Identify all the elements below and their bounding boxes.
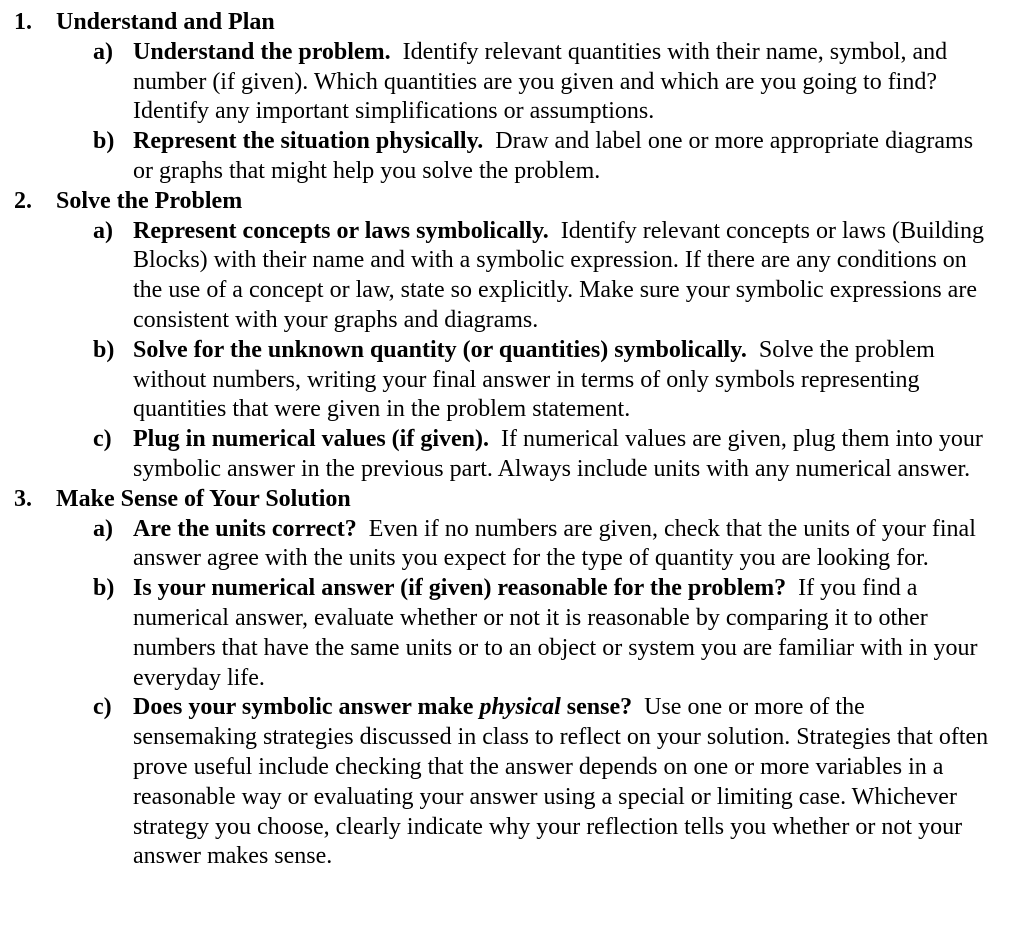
step-letter: b)	[93, 336, 115, 363]
section-number: 3.	[14, 485, 32, 512]
step-heading: Are the units correct?	[133, 515, 357, 542]
section-title: Solve the Problem	[56, 187, 243, 214]
step-check-reasonable	[0, 574, 1024, 693]
step-letter: a)	[93, 515, 113, 542]
step-heading-emphasis: physical	[479, 694, 561, 721]
step-body: If numerical values are given, plug them into your symbolic answer in the previous part. Always include units with any numerical answer.	[133, 426, 983, 482]
step-solve-symbolically	[0, 336, 1024, 425]
step-heading: Is your numerical answer (if given) reasonable for the problem?	[133, 575, 787, 602]
step-understand-problem	[0, 38, 1024, 127]
step-body: If you find a numerical answer, evaluate whether or not it is reasonable by comparing it to other numbers that have the same units or to an object or system you are familiar with in your everyday life.	[133, 575, 978, 691]
step-letter: b)	[93, 128, 115, 155]
step-represent-physically	[0, 127, 1024, 187]
step-heading-pre: Does your symbolic answer make	[133, 694, 474, 721]
section-number: 2.	[14, 187, 32, 214]
section-title: Make Sense of Your Solution	[56, 485, 351, 512]
step-heading: Understand the problem.	[133, 38, 391, 65]
step-heading: Plug in numerical values (if given).	[133, 426, 489, 453]
section-understand-and-plan	[0, 8, 1024, 187]
section-heading	[0, 187, 1024, 217]
section-make-sense	[0, 485, 1024, 872]
step-body: Solve the problem without numbers, writing your final answer in terms of only symbols representing quantities that were given in the problem statement.	[133, 336, 935, 423]
section-title: Understand and Plan	[56, 9, 275, 35]
step-letter: b)	[93, 575, 115, 602]
step-letter: a)	[93, 38, 113, 65]
step-plug-in-values	[0, 425, 1024, 485]
step-body: Use one or more of the sensemaking strategies discussed in class to reflect on your solution. Strategies that often prove useful include checking that the answer depends on one or more variables in a reasonable way or evaluating your answer using a special or limiting case. Whichever strategy you choose, clearly indicate why your reflection tells you whether or not your answer makes sense.	[133, 694, 989, 870]
section-heading	[0, 8, 1024, 38]
section-number: 1.	[14, 9, 32, 35]
step-body: Draw and label one or more appropriate diagrams or graphs that might help you solve the problem.	[133, 128, 974, 184]
step-physical-sense	[0, 693, 1024, 872]
step-letter: a)	[93, 217, 113, 244]
step-body: Identify relevant quantities with their name, symbol, and number (if given). Which quantities are you given and which are you going to find? Identify any important simplifications or assumptions.	[133, 38, 948, 125]
step-represent-symbolically	[0, 217, 1024, 336]
step-check-units	[0, 515, 1024, 575]
step-heading: Represent the situation physically.	[133, 128, 484, 155]
step-heading-post: sense?	[566, 694, 633, 721]
section-heading	[0, 485, 1024, 515]
step-body: Identify relevant concepts or laws (Building Blocks) with their name and with a symbolic expression. If there are any conditions on the use of a concept or law, state so explicitly. Make sure your symbolic expressions are consistent with your graphs and diagrams.	[133, 217, 984, 333]
section-solve-the-problem	[0, 187, 1024, 485]
step-heading	[133, 694, 632, 720]
step-body: Even if no numbers are given, check that the units of your final answer agree with the units you expect for the type of quantity you are looking for.	[133, 515, 976, 572]
step-heading: Represent concepts or laws symbolically.	[133, 217, 549, 244]
step-heading: Solve for the unknown quantity (or quantities) symbolically.	[133, 336, 747, 363]
step-letter: c)	[93, 694, 112, 721]
step-letter: c)	[93, 426, 112, 453]
